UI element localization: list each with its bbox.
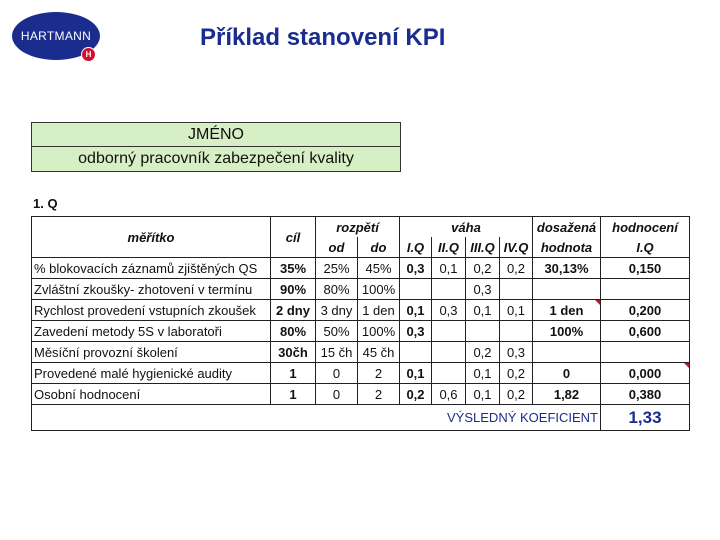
cell-meritko: Měsíční provozní školení xyxy=(32,342,271,363)
cell-dosazena xyxy=(533,279,601,300)
table-row xyxy=(32,300,690,321)
logo-text: HARTMANN xyxy=(20,29,92,43)
cell-q4: 0,3 xyxy=(500,342,533,363)
header-cil: cíl xyxy=(271,217,316,258)
header-q3: III.Q xyxy=(466,237,500,258)
cell-od: 0 xyxy=(316,384,358,405)
cell-hodnoceni: 0,000 xyxy=(601,363,690,384)
cell-q2: 0,6 xyxy=(432,384,466,405)
page-title: Příklad stanovení KPI xyxy=(200,24,446,51)
header-q2: II.Q xyxy=(432,237,466,258)
cell-q3: 0,1 xyxy=(466,300,500,321)
kpi-table xyxy=(31,216,690,431)
total-row xyxy=(32,405,690,431)
cell-q3: 0,2 xyxy=(466,342,500,363)
cell-q3: 0,1 xyxy=(466,363,500,384)
cell-dosazena: 1,82 xyxy=(533,384,601,405)
cell-cil: 80% xyxy=(271,321,316,342)
cell-q1: 0,1 xyxy=(400,300,432,321)
header-q1: I.Q xyxy=(400,237,432,258)
cell-q4: 0,2 xyxy=(500,363,533,384)
cell-od: 50% xyxy=(316,321,358,342)
cell-od: 80% xyxy=(316,279,358,300)
cell-do: 2 xyxy=(358,384,400,405)
cell-hodnoceni: 0,380 xyxy=(601,384,690,405)
table-row xyxy=(32,258,690,279)
cell-cil: 1 xyxy=(271,363,316,384)
cell-q3: 0,1 xyxy=(466,384,500,405)
cell-do: 1 den xyxy=(358,300,400,321)
total-value: 1,33 xyxy=(601,405,690,431)
table-row xyxy=(32,384,690,405)
cell-q2: 0,1 xyxy=(432,258,466,279)
cell-q1: 0,3 xyxy=(400,258,432,279)
cell-od: 25% xyxy=(316,258,358,279)
job-role: odborný pracovník zabezpečení kvality xyxy=(32,146,400,170)
cell-q1 xyxy=(400,342,432,363)
table-row xyxy=(32,342,690,363)
cell-dosazena: 1 den xyxy=(533,300,601,321)
cell-dosazena: 100% xyxy=(533,321,601,342)
cell-od: 0 xyxy=(316,363,358,384)
header-hodnota: hodnota xyxy=(533,237,601,258)
cell-q2 xyxy=(432,279,466,300)
cell-do: 2 xyxy=(358,363,400,384)
cell-cil: 90% xyxy=(271,279,316,300)
cell-dosazena xyxy=(533,342,601,363)
cell-q1: 0,3 xyxy=(400,321,432,342)
header-meritko: měřítko xyxy=(32,217,271,258)
total-label: VÝSLEDNÝ KOEFICIENT xyxy=(32,405,601,431)
header-od: od xyxy=(316,237,358,258)
cell-q4 xyxy=(500,321,533,342)
cell-dosazena: 30,13% xyxy=(533,258,601,279)
cell-meritko: Zavedení metody 5S v laboratoři xyxy=(32,321,271,342)
table-row xyxy=(32,279,690,300)
header-do: do xyxy=(358,237,400,258)
cell-hodnoceni xyxy=(601,279,690,300)
logo-badge: H xyxy=(81,47,96,62)
cell-meritko: Provedené malé hygienické audity xyxy=(32,363,271,384)
name-heading: JMÉNO xyxy=(188,125,244,143)
cell-hodnoceni: 0,600 xyxy=(601,321,690,342)
table-row xyxy=(32,363,690,384)
section-label: 1. Q xyxy=(33,196,58,211)
cell-q3: 0,2 xyxy=(466,258,500,279)
hartmann-logo xyxy=(12,12,100,60)
cell-q1: 0,2 xyxy=(400,384,432,405)
cell-q1 xyxy=(400,279,432,300)
cell-hodnoceni xyxy=(601,342,690,363)
cell-q3: 0,3 xyxy=(466,279,500,300)
cell-do: 100% xyxy=(358,321,400,342)
table-row xyxy=(32,321,690,342)
cell-meritko: % blokovacích záznamů zjištěných QS xyxy=(32,258,271,279)
cell-q2: 0,3 xyxy=(432,300,466,321)
name-box xyxy=(31,122,401,172)
cell-q2 xyxy=(432,342,466,363)
cell-do: 100% xyxy=(358,279,400,300)
cell-q2 xyxy=(432,363,466,384)
cell-q4: 0,1 xyxy=(500,300,533,321)
cell-q1: 0,1 xyxy=(400,363,432,384)
cell-q4 xyxy=(500,279,533,300)
cell-od: 3 dny xyxy=(316,300,358,321)
cell-meritko: Rychlost provedení vstupních zkoušek xyxy=(32,300,271,321)
cell-cil: 35% xyxy=(271,258,316,279)
header-q4: IV.Q xyxy=(500,237,533,258)
cell-hodnoceni: 0,150 xyxy=(601,258,690,279)
cell-cil: 30čh xyxy=(271,342,316,363)
cell-meritko: Zvláštní zkoušky- zhotovení v termínu xyxy=(32,279,271,300)
header-vaha: váha xyxy=(400,217,533,238)
cell-cil: 1 xyxy=(271,384,316,405)
cell-do: 45 čh xyxy=(358,342,400,363)
cell-q3 xyxy=(466,321,500,342)
header-dosazena: dosažená xyxy=(533,217,601,238)
cell-q2 xyxy=(432,321,466,342)
cell-q4: 0,2 xyxy=(500,384,533,405)
cell-q4: 0,2 xyxy=(500,258,533,279)
cell-dosazena: 0 xyxy=(533,363,601,384)
cell-do: 45% xyxy=(358,258,400,279)
cell-hodnoceni: 0,200 xyxy=(601,300,690,321)
header-hodnoceni: hodnocení xyxy=(601,217,690,238)
cell-od: 15 čh xyxy=(316,342,358,363)
header-rozpeti: rozpětí xyxy=(316,217,400,238)
cell-meritko: Osobní hodnocení xyxy=(32,384,271,405)
cell-cil: 2 dny xyxy=(271,300,316,321)
header-hodnoceni-q: I.Q xyxy=(601,237,690,258)
